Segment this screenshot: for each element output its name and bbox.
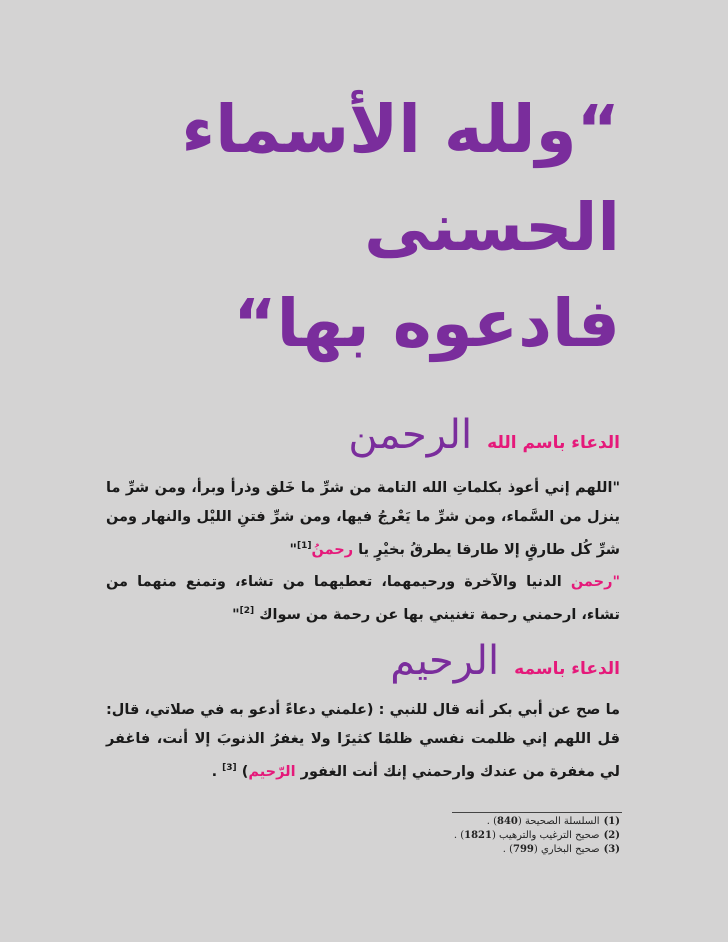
dua-name-highlight: الرّحيم	[248, 763, 296, 780]
title-line-3: فادعوه بها“	[233, 285, 620, 362]
footnote-value: 1821	[464, 830, 492, 841]
footnote-number: (2)	[603, 830, 620, 841]
section-name: الرحيم	[390, 638, 500, 684]
footnote-number: (1)	[603, 816, 620, 827]
footnote-number: (3)	[603, 844, 620, 855]
dua-paragraph-1	[106, 474, 620, 565]
section-heading-rahman	[348, 412, 620, 458]
period: .	[211, 763, 218, 780]
footnote-value: 840	[496, 816, 518, 827]
dua-paragraph-3	[106, 696, 620, 787]
footnote-source: السلسلة الصحيحة (	[517, 816, 600, 827]
footnote-end: ) .	[486, 816, 497, 827]
paren-end: )	[241, 763, 249, 780]
dua-name-highlight: "رحمن	[570, 574, 620, 590]
footnote-end: ) .	[453, 830, 465, 841]
footnote-source: صحيح البخاري (	[533, 844, 600, 855]
footnote-ref: [1]	[297, 541, 312, 551]
quote-end: "	[289, 541, 297, 558]
footnote-ref: [3]	[222, 763, 237, 773]
dua-paragraph-2	[106, 568, 620, 630]
quote-end: "	[232, 606, 240, 623]
footnote-source: صحيح الترغيب والترهيب (	[491, 830, 600, 841]
footnote-divider	[452, 812, 622, 813]
footnote-value: 799	[513, 844, 534, 855]
section-label: الدعاء باسمه	[514, 659, 620, 679]
section-heading-raheem	[390, 638, 620, 684]
footnote-end: ) .	[502, 844, 513, 855]
footnote-2	[360, 830, 620, 841]
footnote-1	[360, 816, 620, 827]
footnote-ref: [2]	[239, 606, 255, 616]
footnote-3	[360, 844, 620, 855]
title-line-2: الحسنى	[364, 189, 620, 266]
dua-text: الدنيا والآخرة ورحيمهما، تعطيهما من تشاء، وتمنع منهما من تشاء، ارحمني رحمة تغنيني بها عن رحمة من سواك	[106, 574, 620, 623]
dua-text: ما صح عن أبي بكر أنه قال للنبي : (علمني دعاءً أدعو به في صلاتي، قال: قل اللهم إني ظلمت نفسي ظلمًا كثيرًا ولا يغفرُ الذنوبَ إلا أنت، فاغفر لي مغفرة من عندك وارحمني إنك أنت الغفور	[106, 702, 620, 780]
section-label: الدعاء باسم الله	[487, 433, 620, 453]
section-name: الرحمن	[348, 412, 473, 458]
dua-name-highlight: رحمنُ	[311, 541, 354, 558]
title-line-1: “ولله الأسماء	[181, 91, 620, 168]
dua-text: "اللهم إني أعوذ بكلماتِ الله التامة من شرِّ ما خَلق وذرأ وبرأ، ومن شرِّ ما ينزل من السَّماء، ومن شرِّ ما يَعْرجُ فيها، ومن شرِّ فتنِ الليْل والنهار ومن شرِّ كُل طارقٍ إلا طارقا يطرقُ بخيْرٍ يا	[106, 480, 620, 558]
